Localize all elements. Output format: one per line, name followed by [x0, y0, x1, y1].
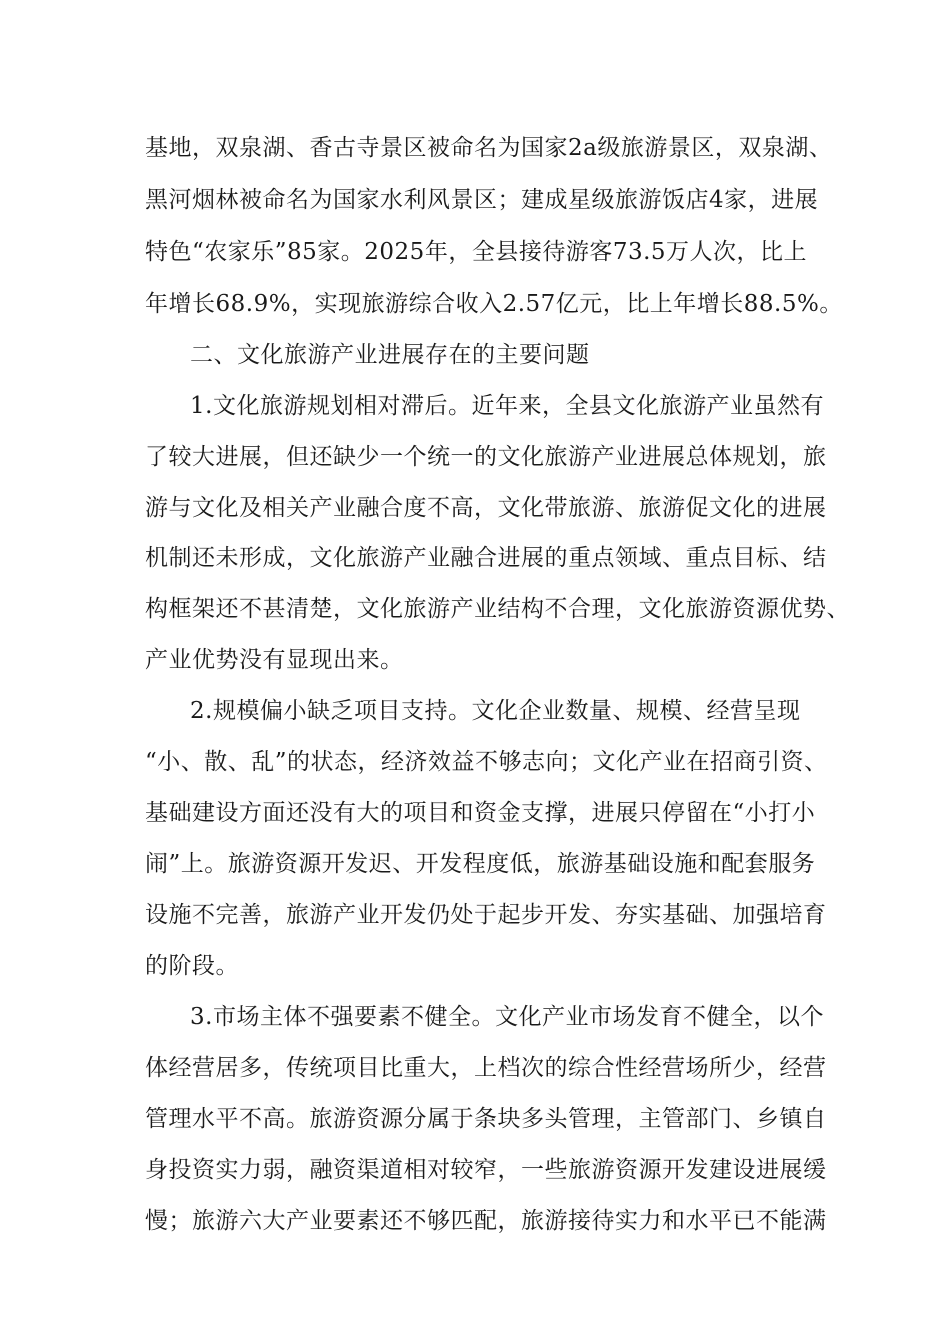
body-text-line: 机制还未形成，文化旅游产业融合进展的重点领域、重点目标、结	[145, 545, 827, 571]
body-text-line: 身投资实力弱，融资渠道相对较窄，一些旅游资源开发建设进展缓	[145, 1157, 827, 1183]
section-heading: 二、文化旅游产业进展存在的主要问题	[190, 342, 590, 368]
body-text-line: 基础建设方面还没有大的项目和资金支撑，进展只停留在“小打小	[145, 800, 816, 826]
body-text-line: 了较大进展，但还缺少一个统一的文化旅游产业进展总体规划，旅	[145, 444, 827, 470]
body-text-line: 体经营居多，传统项目比重大，上档次的综合性经营场所少，经营	[145, 1055, 827, 1081]
body-text-line: “小、散、乱”的状态，经济效益不够志向；文化产业在招商引资、	[145, 749, 828, 775]
paragraph-first-line: 2.规模偏小缺乏项目支持。文化企业数量、规模、经营呈现	[190, 698, 801, 724]
body-text-line: 基地，双泉湖、香古寺景区被命名为国家2a级旅游景区，双泉湖、	[145, 135, 833, 161]
body-text-line: 慢；旅游六大产业要素还不够匹配，旅游接待实力和水平已不能满	[145, 1208, 827, 1234]
body-text-line: 设施不完善，旅游产业开发仍处于起步开发、夯实基础、加强培育	[145, 902, 827, 928]
body-text-line: 年增长68.9%，实现旅游综合收入2.57亿元，比上年增长88.5%。	[145, 291, 843, 317]
body-text-line: 游与文化及相关产业融合度不高，文化带旅游、旅游促文化的进展	[145, 495, 827, 521]
body-text-line: 闹”上。旅游资源开发迟、开发程度低，旅游基础设施和配套服务	[145, 851, 816, 877]
paragraph-first-line: 3.市场主体不强要素不健全。文化产业市场发育不健全，以个	[190, 1004, 824, 1030]
body-text-line: 黑河烟林被命名为国家水利风景区；建成星级旅游饭店4家，进展	[145, 187, 819, 213]
paragraph-first-line: 1.文化旅游规划相对滞后。近年来，全县文化旅游产业虽然有	[190, 393, 824, 419]
body-text-line: 特色“农家乐”85家。2025年，全县接待游客73.5万人次，比上	[145, 239, 808, 265]
body-text-line: 的阶段。	[145, 953, 239, 979]
body-text-line: 产业优势没有显现出来。	[145, 647, 404, 673]
body-text-line: 管理水平不高。旅游资源分属于条块多头管理，主管部门、乡镇自	[145, 1106, 827, 1132]
body-text-line: 构框架还不甚清楚，文化旅游产业结构不合理，文化旅游资源优势、	[145, 596, 850, 622]
